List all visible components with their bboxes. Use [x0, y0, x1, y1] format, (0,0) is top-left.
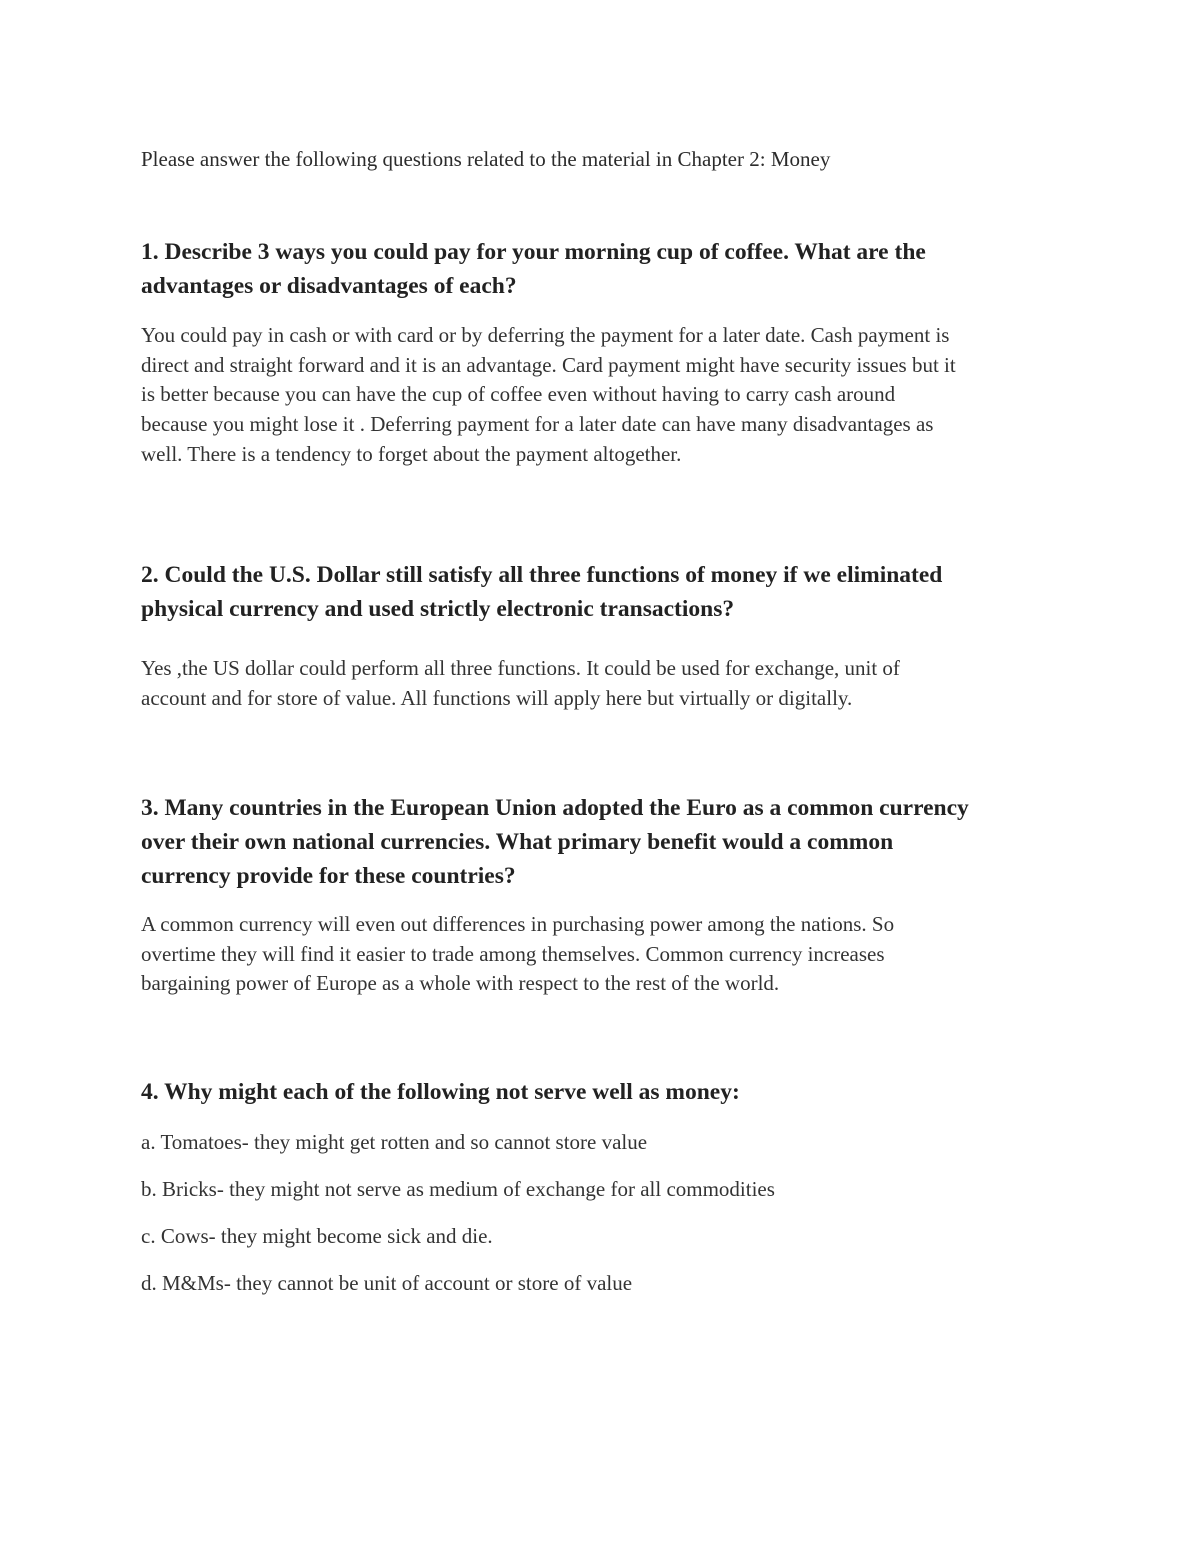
- answer-1: [141, 321, 1061, 470]
- question-2-line: physical currency and used strictly electronic transactions?: [141, 596, 735, 622]
- list-item: a. Tomatoes- they might get rotten and so cannot store value: [141, 1130, 648, 1154]
- answer-2: [141, 654, 1061, 713]
- question-3-line: over their own national currencies. What primary benefit would a common: [141, 829, 894, 855]
- answer-2-line: Yes ,the US dollar could perform all three functions. It could be used for exchange, unit of: [141, 656, 900, 680]
- question-3-line: 3. Many countries in the European Union adopted the Euro as a common currency: [141, 795, 969, 821]
- question-2: [141, 558, 1071, 626]
- question-1-line: advantages or disadvantages of each?: [141, 273, 517, 299]
- answer-1-line: direct and straight forward and it is an advantage. Card payment might have security issues but it: [141, 352, 956, 377]
- answer-1-line: You could pay in cash or with card or by deferring the payment for a later date. Cash payment is: [141, 323, 950, 347]
- question-4: [141, 1075, 1071, 1109]
- answer-3-line: overtime they will find it easier to trade among themselves. Common currency increases: [141, 941, 885, 966]
- answer-1-line: well. There is a tendency to forget about the payment altogether.: [141, 441, 682, 466]
- answer-3-line: A common currency will even out differences in purchasing power among the nations. So: [141, 912, 895, 936]
- question-1-line: 1. Describe 3 ways you could pay for your morning cup of coffee. What are the: [141, 239, 926, 265]
- question-1: [141, 235, 1071, 303]
- answer-3-line: bargaining power of Europe as a whole with respect to the rest of the world.: [141, 971, 780, 996]
- answer-3: [141, 910, 1061, 999]
- list-item: b. Bricks- they might not serve as medium of exchange for all commodities: [141, 1177, 775, 1201]
- question-3-line: currency provide for these countries?: [141, 863, 516, 889]
- intro-text: Please answer the following questions related to the material in Chapter 2: Money: [141, 147, 831, 171]
- answer-1-line: because you might lose it . Deferring payment for a later date can have many disadvantages as: [141, 412, 934, 437]
- question-2-line: 2. Could the U.S. Dollar still satisfy all three functions of money if we eliminated: [141, 562, 943, 588]
- list-item: d. M&Ms- they cannot be unit of account or store of value: [141, 1271, 633, 1295]
- answer-2-line: account and for store of value. All functions will apply here but virtually or digitally.: [141, 685, 853, 710]
- list-item: c. Cows- they might become sick and die.: [141, 1224, 493, 1248]
- answer-1-line: is better because you can have the cup of coffee even without having to carry cash around: [141, 382, 896, 407]
- question-3: [141, 791, 1071, 893]
- question-4-line: 4. Why might each of the following not serve well as money:: [141, 1079, 740, 1105]
